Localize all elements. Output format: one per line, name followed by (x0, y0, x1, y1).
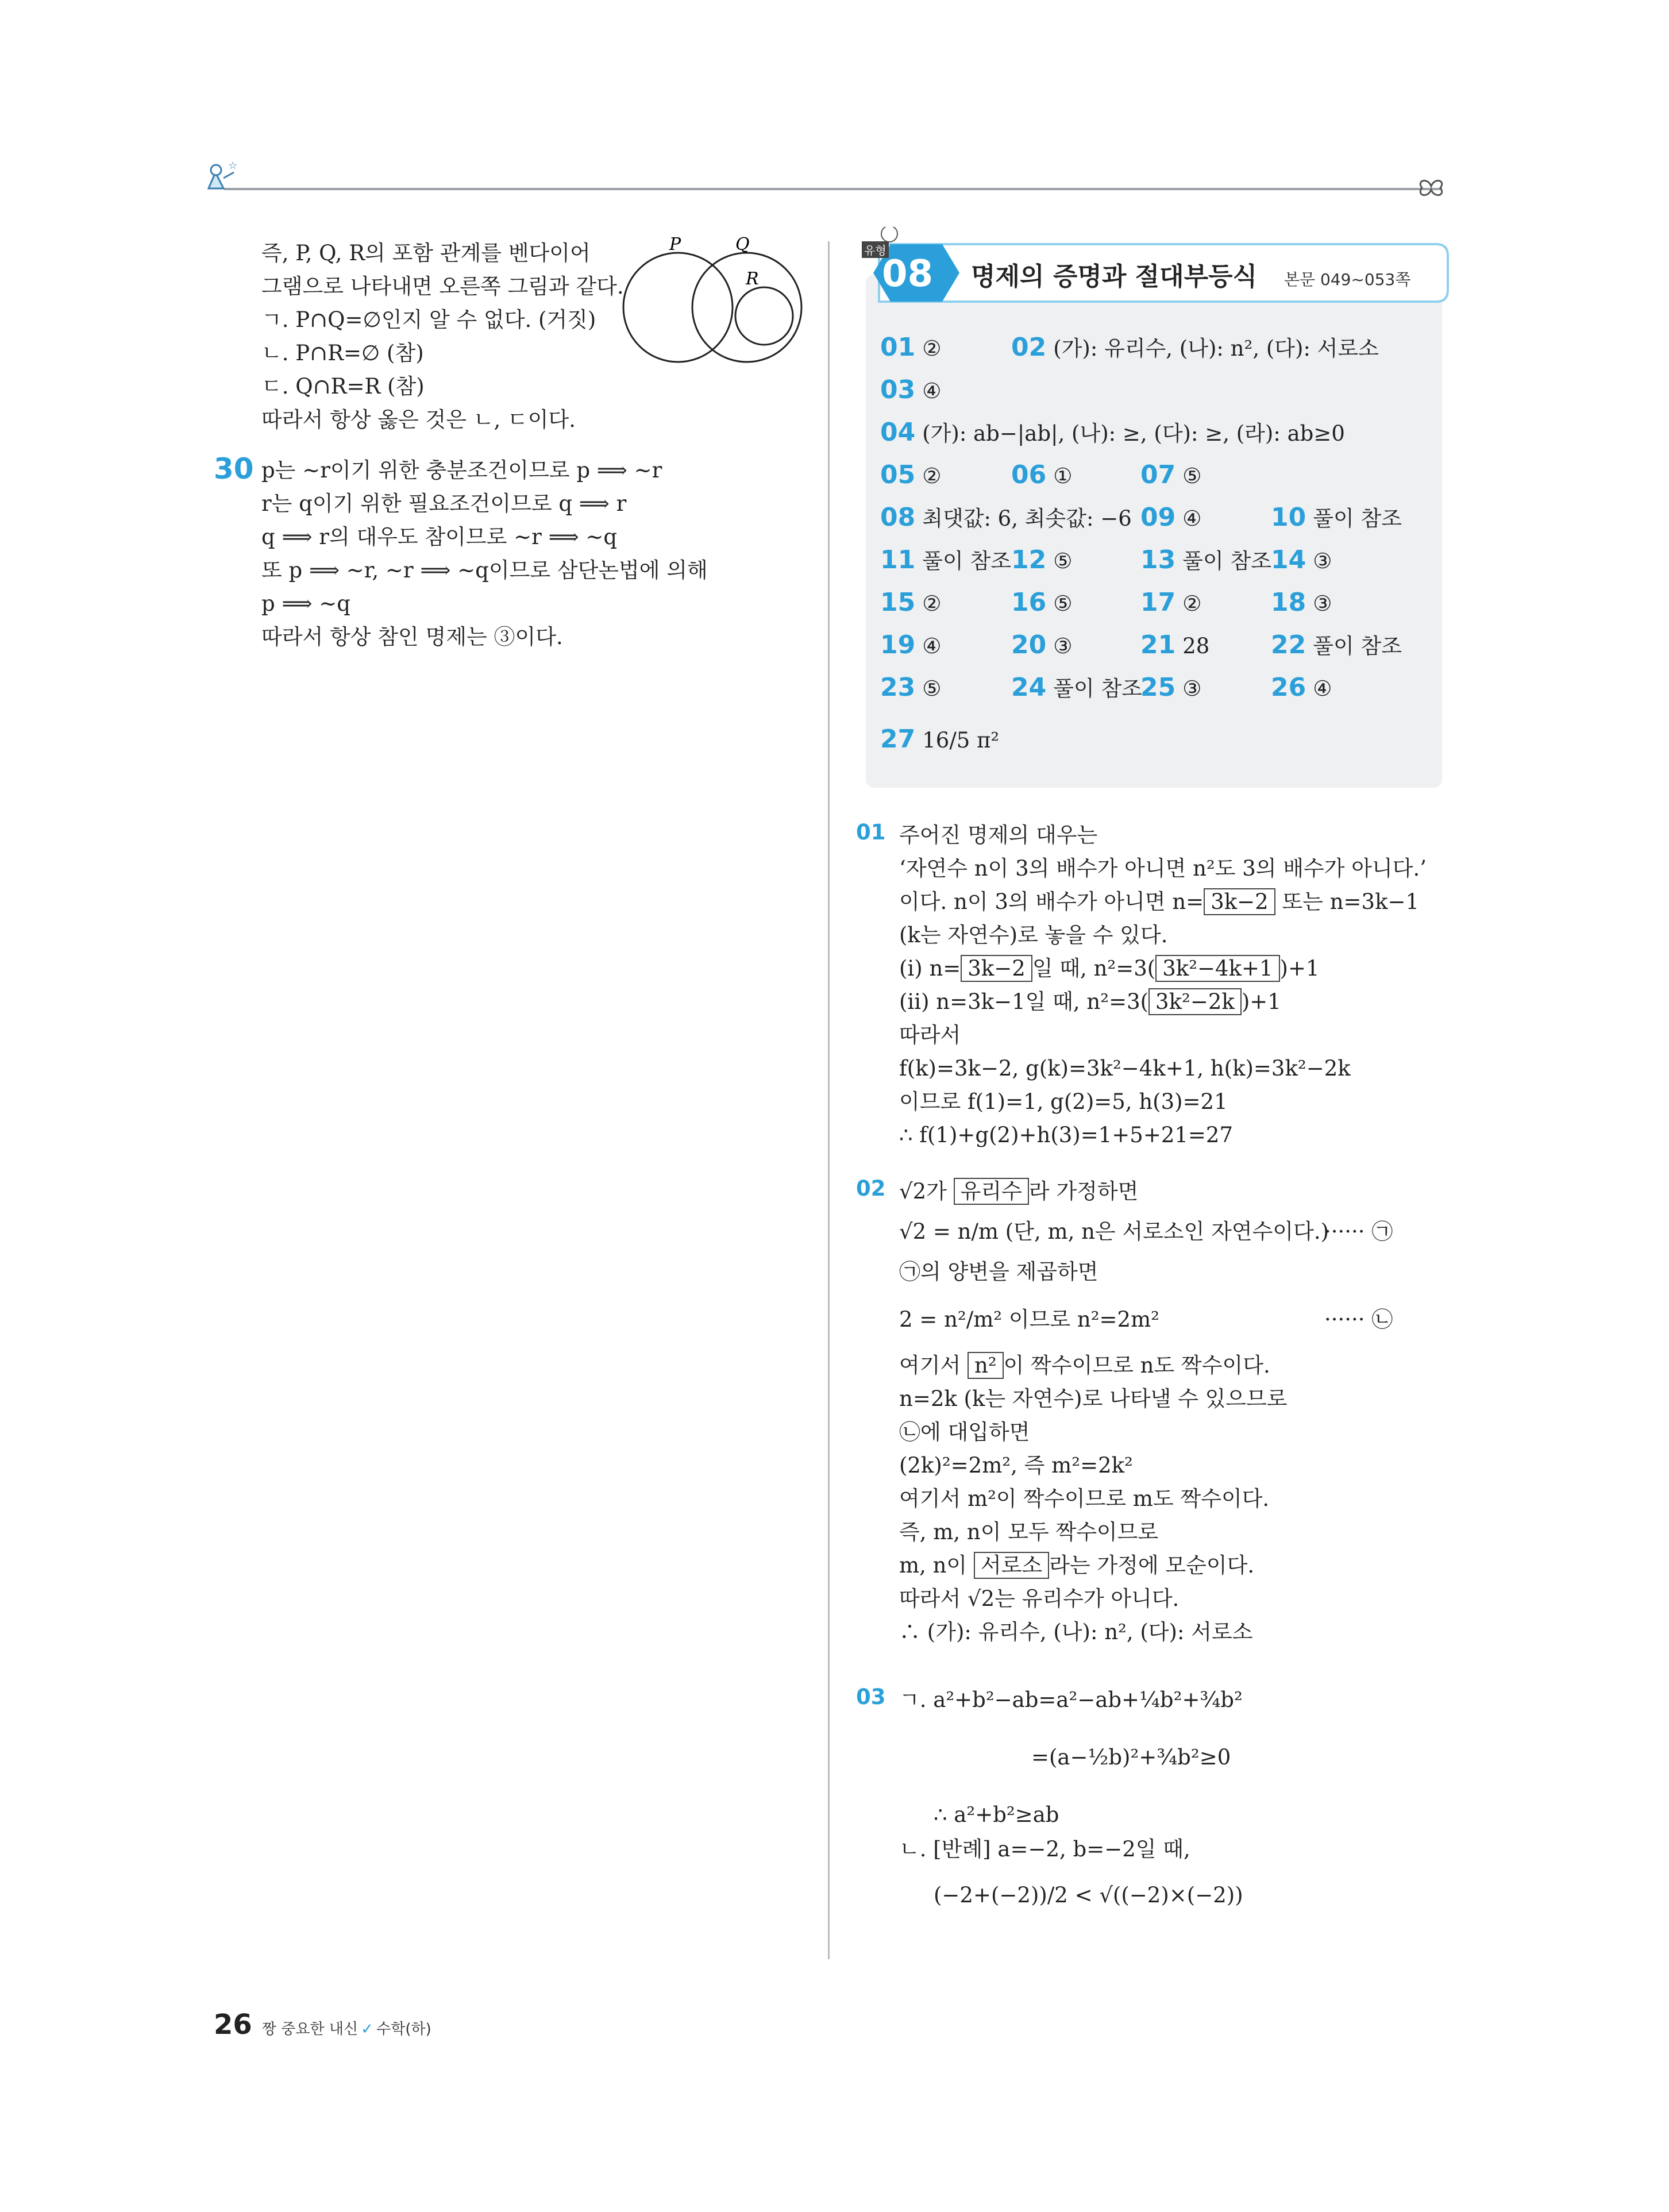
text-line: ㄴ. [반례] a=−2, b=−2일 때, (899, 1837, 1190, 1862)
answer-22: 22 풀이 참조 (1271, 630, 1402, 660)
answer-21: 21 28 (1140, 630, 1210, 660)
text-line: ㉡에 대입하면 (899, 1420, 1030, 1444)
answer-15: 15 ② (880, 588, 942, 617)
answer-07: 07 ⑤ (1140, 460, 1202, 490)
answer-16: 16 ⑤ (1011, 588, 1073, 617)
text-line: (ⅱ) n=3k−1일 때, n²=3( 3k²−2k )+1 (899, 989, 1281, 1014)
answer-12: 12 ⑤ (1011, 545, 1073, 575)
book-title: 짱 중요한 내신 (261, 2021, 359, 2038)
text-line: p는 ~r이기 위한 충분조건이므로 p ⟹ ~r (261, 458, 662, 483)
text-line: 그램으로 나타내면 오른쪽 그림과 같다. (261, 274, 624, 299)
answer-27: 27 16/5 π² (880, 725, 1000, 754)
fairy-mascot-icon (198, 155, 244, 201)
text-line: 따라서 항상 옳은 것은 ㄴ, ㄷ이다. (261, 407, 576, 432)
venn-diagram (615, 236, 810, 368)
text-line: (ⅰ) n= 3k−2 일 때, n²=3( 3k²−4k+1 )+1 (899, 956, 1320, 981)
problem-number: 03 (856, 1685, 886, 1709)
text-line: 2 = n²/m² 이므로 n²=2m² (899, 1307, 1159, 1332)
answer-10: 10 풀이 참조 (1271, 503, 1402, 532)
problem-number: 30 (214, 452, 254, 485)
text-line: ㄱ. a²+b²−ab=a²−ab+¼b²+¾b² (899, 1687, 1243, 1712)
answer-02: 02 (가): 유리수, (나): n², (다): 서로소 (1011, 333, 1379, 362)
blank-box: 유리수 (954, 1178, 1029, 1205)
answer-13: 13 풀이 참조 (1140, 545, 1271, 575)
text-line: =(a−½b)²+¾b²≥0 (1031, 1745, 1231, 1770)
page-number: 26 (214, 2009, 252, 2041)
answer-09: 09 ④ (1140, 503, 1202, 532)
section-ref: 본문 049~053쪽 (1284, 270, 1411, 289)
answer-18: 18 ③ (1271, 588, 1332, 617)
ribbon-bow-icon (1416, 175, 1451, 201)
answer-26: 26 ④ (1271, 673, 1332, 702)
problem-number: 02 (856, 1176, 886, 1201)
blank-box: 서로소 (974, 1552, 1049, 1579)
check-icon: ✓ (361, 2021, 374, 2038)
text-line: 여기서 n² 이 짝수이므로 n도 짝수이다. (899, 1353, 1270, 1378)
text-line: ㄷ. Q∩R=R (참) (261, 374, 425, 399)
answer-01: 01 ② (880, 333, 942, 362)
text-line: (k는 자연수)로 놓을 수 있다. (899, 923, 1168, 947)
blank-box: 3k−2 (1204, 888, 1275, 915)
answer-17: 17 ② (1140, 588, 1202, 617)
section-title: 명제의 증명과 절대부등식 (971, 262, 1258, 291)
blank-box: 3k²−2k (1148, 988, 1242, 1015)
text-line: 따라서 √2는 유리수가 아니다. (899, 1586, 1180, 1611)
text-line: √2가 유리수 라 가정하면 (899, 1179, 1139, 1204)
text-line: 즉, m, n이 모두 짝수이므로 (899, 1520, 1159, 1544)
venn-label-p: P (669, 236, 681, 255)
text-line: (2k)²=2m², 즉 m²=2k² (899, 1453, 1133, 1478)
section-tag: 유형 (862, 241, 889, 258)
text-line: ∴ a²+b²≥ab (934, 1802, 1059, 1827)
text-line: 이므로 f(1)=1, g(2)=5, h(3)=21 (899, 1089, 1228, 1114)
text-line: ‘자연수 n이 3의 배수가 아니면 n²도 3의 배수가 아니다.’ (899, 856, 1427, 881)
equation-mark: ······ ㉠ (1324, 1219, 1393, 1244)
text-line: 따라서 항상 참인 명제는 ③이다. (261, 625, 563, 649)
text-line: (−2+(−2))/2 < √((−2)×(−2)) (934, 1883, 1243, 1907)
venn-label-r: R (746, 269, 759, 289)
answer-03: 03 ④ (880, 375, 942, 404)
text-line: m, n이 서로소 라는 가정에 모순이다. (899, 1553, 1255, 1578)
text-line: ㉠의 양변을 제곱하면 (899, 1259, 1098, 1284)
section-number: 08 (882, 253, 934, 295)
text-line: 즉, P, Q, R의 포함 관계를 벤다이어 (261, 241, 591, 265)
equation-mark: ······ ㉡ (1324, 1307, 1393, 1332)
blank-box: n² (968, 1352, 1004, 1379)
text-line: 또 p ⟹ ~r, ~r ⟹ ~q이므로 삼단논법에 의해 (261, 558, 708, 583)
text-line: ∴ (가): 유리수, (나): n², (다): 서로소 (899, 1620, 1253, 1644)
svg-text:☆: ☆ (228, 160, 238, 172)
answer-14: 14 ③ (1271, 545, 1332, 575)
text-line: 여기서 m²이 짝수이므로 m도 짝수이다. (899, 1486, 1270, 1511)
text-line: ㄴ. P∩R=∅ (참) (261, 341, 424, 365)
answer-19: 19 ④ (880, 630, 942, 660)
text-line: r는 q이기 위한 필요조건이므로 q ⟹ r (261, 491, 627, 516)
text-line: √2 = n/m (단, m, n은 서로소인 자연수이다.) (899, 1219, 1329, 1244)
answer-08: 08 최댓값: 6, 최솟값: −6 (880, 503, 1132, 532)
answer-11: 11 풀이 참조 (880, 545, 1011, 575)
answer-25: 25 ③ (1140, 673, 1202, 702)
text-line: 주어진 명제의 대우는 (899, 823, 1098, 847)
page-footer (214, 2009, 431, 2041)
problem-number: 01 (856, 820, 886, 845)
text-line: f(k)=3k−2, g(k)=3k²−4k+1, h(k)=3k²−2k (899, 1056, 1351, 1081)
answer-04: 04 (가): ab−|ab|, (나): ≥, (다): ≥, (라): ab≥0 (880, 418, 1345, 447)
text-line: 따라서 (899, 1023, 961, 1047)
blank-box: 3k²−4k+1 (1155, 955, 1279, 982)
answer-05: 05 ② (880, 460, 942, 490)
text-line: 이다. n이 3의 배수가 아니면 n= 3k−2 또는 n=3k−1 (899, 889, 1420, 914)
book-subject: 수학(하) (376, 2021, 431, 2038)
text-line: n=2k (k는 자연수)로 나타낼 수 있으므로 (899, 1386, 1288, 1411)
blank-box: 3k−2 (961, 955, 1032, 982)
top-rule (224, 188, 1442, 190)
answer-23: 23 ⑤ (880, 673, 942, 702)
venn-label-q: Q (735, 236, 750, 255)
answer-24: 24 풀이 참조 (1011, 673, 1142, 702)
text-line: p ⟹ ~q (261, 591, 350, 616)
text-line: ∴ f(1)+g(2)+h(3)=1+5+21=27 (899, 1123, 1233, 1147)
text-line: ㄱ. P∩Q=∅인지 알 수 없다. (거짓) (261, 307, 596, 332)
text-line: q ⟹ r의 대우도 참이므로 ~r ⟹ ~q (261, 525, 618, 549)
answer-06: 06 ① (1011, 460, 1073, 490)
column-divider (828, 241, 830, 1959)
answer-20: 20 ③ (1011, 630, 1073, 660)
